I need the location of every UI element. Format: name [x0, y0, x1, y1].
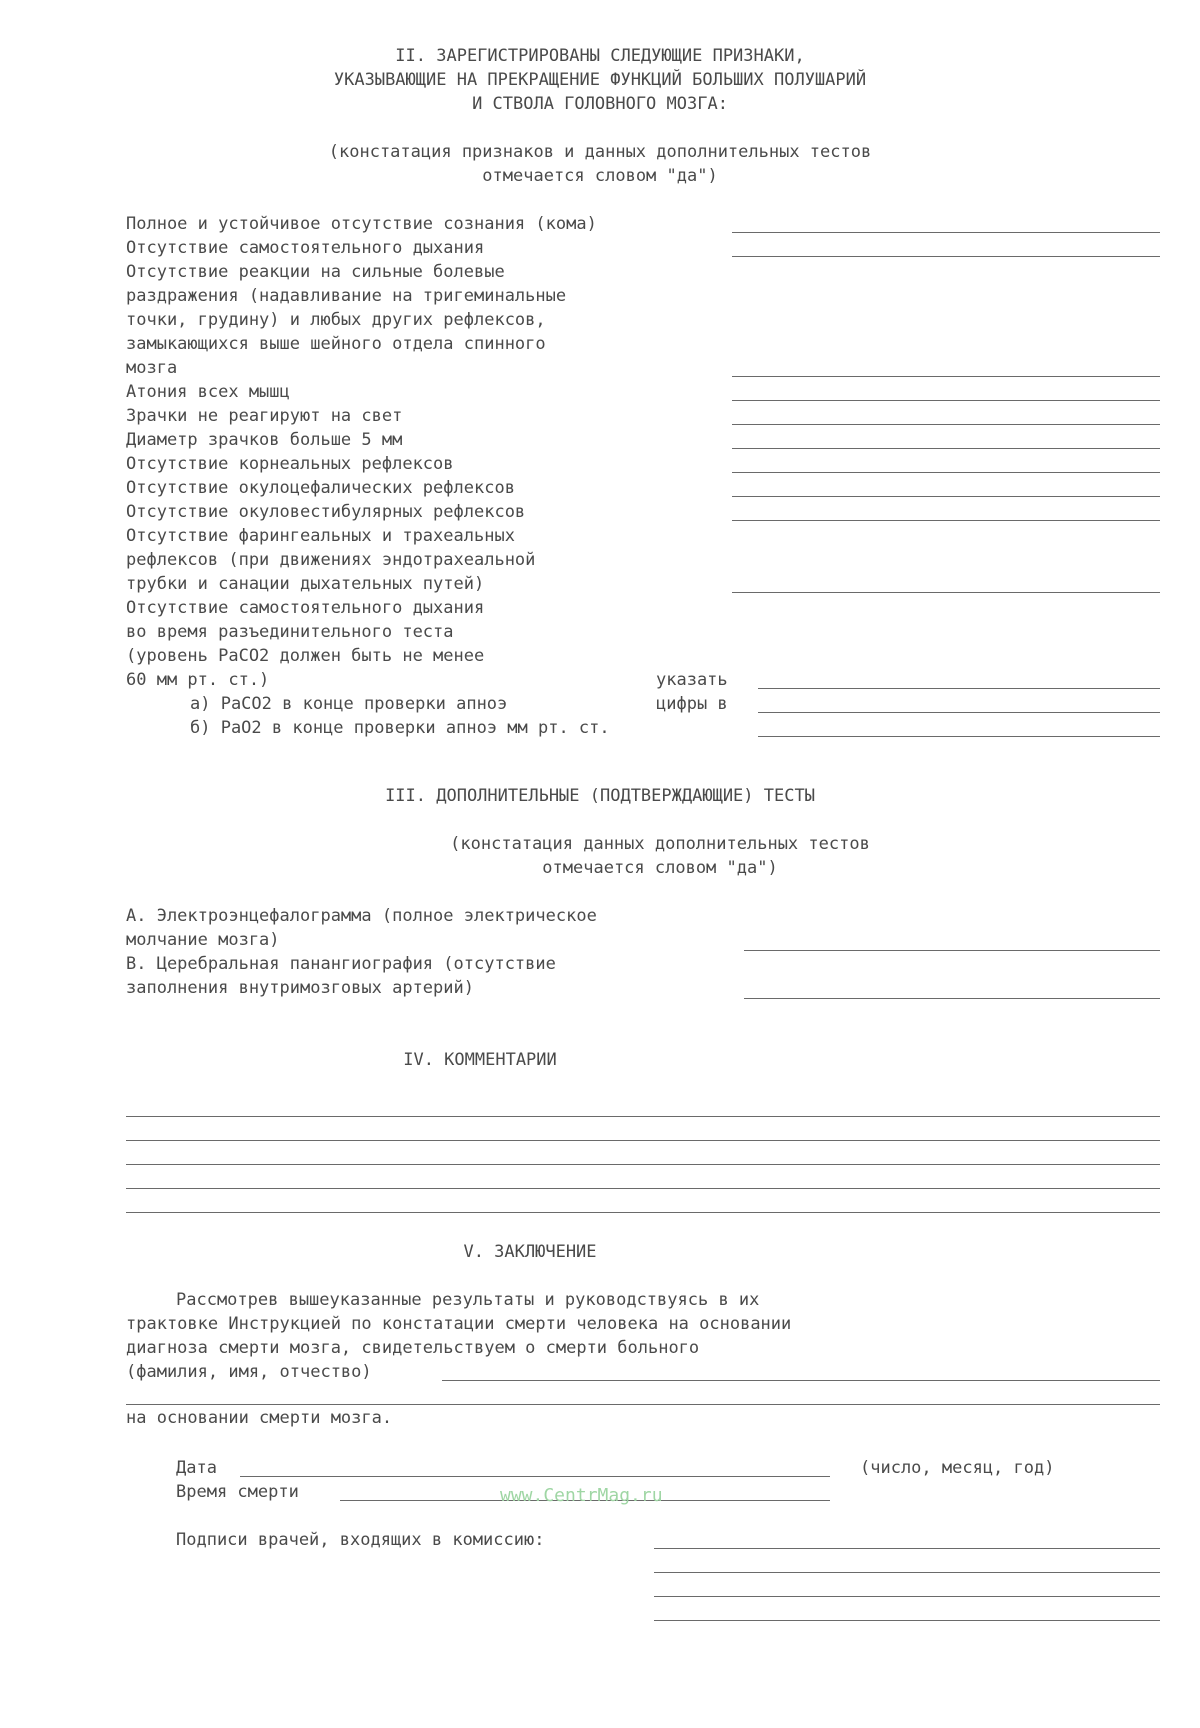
signature-line[interactable]: [654, 1548, 1160, 1549]
date-hint: (число, месяц, год): [860, 1458, 1055, 1478]
item-pharyngeal-line1: Отсутствие фарингеальных и трахеальных: [126, 526, 515, 546]
answer-line-angiography[interactable]: [744, 998, 1160, 999]
item-corneal: Отсутствие корнеальных рефлексов: [126, 454, 454, 474]
test-eeg-line2: молчание мозга): [126, 930, 280, 950]
comment-line[interactable]: [126, 1116, 1160, 1117]
watermark: www.CentrMag.ru: [500, 1485, 663, 1506]
item-pain-line2: раздражения (надавливание на тригеминальные: [126, 286, 567, 306]
answer-line-oculovestibular[interactable]: [732, 520, 1160, 521]
conclusion-line2: трактовке Инструкцией по констатации смерти человека на основании: [126, 1314, 792, 1334]
answer-line-pain[interactable]: [732, 376, 1160, 377]
answer-line-eeg[interactable]: [744, 950, 1160, 951]
section3-note-line1: (констатация данных дополнительных тестов: [450, 834, 870, 854]
item-pharyngeal-line2: рефлексов (при движениях эндотрахеальной: [126, 550, 536, 570]
signatures-label: Подписи врачей, входящих в комиссию:: [176, 1530, 545, 1550]
item-apnea-line1: Отсутствие самостоятельного дыхания: [126, 598, 485, 618]
item-oculocephalic: Отсутствие окулоцефалических рефлексов: [126, 478, 515, 498]
item-oculovestibular: Отсутствие окуловестибулярных рефлексов: [126, 502, 526, 522]
patient-name-line-2[interactable]: [126, 1404, 1160, 1405]
item-apnea-line3: (уровень PaCO2 должен быть не менее: [126, 646, 485, 666]
side-note-line2: цифры в: [656, 694, 728, 714]
patient-name-line[interactable]: [442, 1380, 1160, 1381]
answer-line-oculocephalic[interactable]: [732, 496, 1160, 497]
conclusion-line4: (фамилия, имя, отчество): [126, 1362, 372, 1382]
section2-heading-line1: II. ЗАРЕГИСТРИРОВАНЫ СЛЕДУЮЩИЕ ПРИЗНАКИ,: [395, 46, 805, 66]
answer-line-diameter[interactable]: [732, 448, 1160, 449]
item-pain-line3: точки, грудину) и любых других рефлексов,: [126, 310, 546, 330]
item-atonia: Атония всех мышц: [126, 382, 290, 402]
date-label: Дата: [176, 1458, 217, 1478]
conclusion-line1: Рассмотрев вышеуказанные результаты и руководствуясь в их: [176, 1290, 760, 1310]
answer-line-pharyngeal[interactable]: [732, 592, 1160, 593]
comment-line[interactable]: [126, 1212, 1160, 1213]
comment-line[interactable]: [126, 1188, 1160, 1189]
item-pharyngeal-line3: трубки и санации дыхательных путей): [126, 574, 485, 594]
comment-line[interactable]: [126, 1140, 1160, 1141]
section2-note-line2: отмечается словом "да"): [482, 166, 718, 186]
section3-heading: III. ДОПОЛНИТЕЛЬНЫЕ (ПОДТВЕРЖДАЮЩИЕ) ТЕСТЫ: [385, 786, 815, 806]
signature-line[interactable]: [654, 1596, 1160, 1597]
item-pain-line5: мозга: [126, 358, 178, 378]
basis-text: на основании смерти мозга.: [126, 1408, 393, 1428]
item-pupil-diameter: Диаметр зрачков больше 5 мм: [126, 430, 403, 450]
answer-line-atonia[interactable]: [732, 400, 1160, 401]
section2-note-line1: (констатация признаков и данных дополнительных тестов: [328, 142, 872, 162]
answer-line-pupils[interactable]: [732, 424, 1160, 425]
section3-note-line2: отмечается словом "да"): [542, 858, 778, 878]
answer-line-paco2[interactable]: [758, 712, 1160, 713]
comment-line[interactable]: [126, 1164, 1160, 1165]
section2-heading-line2: УКАЗЫВАЮЩИЕ НА ПРЕКРАЩЕНИЕ ФУНКЦИЙ БОЛЬШИХ ПОЛУШАРИЙ: [333, 70, 867, 90]
time-label: Время смерти: [176, 1482, 299, 1502]
answer-line-pao2[interactable]: [758, 736, 1160, 737]
side-note-line1: указать: [656, 670, 728, 690]
section4-heading: IV. КОММЕНТАРИИ: [403, 1050, 557, 1070]
item-coma: Полное и устойчивое отсутствие сознания (кома): [126, 214, 597, 234]
section5-heading: V. ЗАКЛЮЧЕНИЕ: [463, 1242, 597, 1262]
item-pain-line1: Отсутствие реакции на сильные болевые: [126, 262, 505, 282]
answer-line-breathing[interactable]: [732, 256, 1160, 257]
signature-line[interactable]: [654, 1572, 1160, 1573]
signature-line[interactable]: [654, 1620, 1160, 1621]
answer-line-corneal[interactable]: [732, 472, 1160, 473]
test-angiography-line2: заполнения внутримозговых артерий): [126, 978, 474, 998]
item-no-breathing: Отсутствие самостоятельного дыхания: [126, 238, 485, 258]
date-field-line[interactable]: [240, 1476, 830, 1477]
item-apnea-line2: во время разъединительного теста: [126, 622, 454, 642]
item-paco2: а) PaCO2 в конце проверки апноэ: [190, 694, 508, 714]
section2-heading-line3: И СТВОЛА ГОЛОВНОГО МОЗГА:: [472, 94, 728, 114]
answer-line-coma[interactable]: [732, 232, 1160, 233]
item-pao2: б) PaO2 в конце проверки апноэ мм рт. ст.: [190, 718, 610, 738]
item-pain-line4: замыкающихся выше шейного отдела спинного: [126, 334, 546, 354]
answer-line-apnea[interactable]: [758, 688, 1160, 689]
test-eeg-line1: А. Электроэнцефалограмма (полное электрическое: [126, 906, 597, 926]
test-angiography-line1: В. Церебральная панангиография (отсутствие: [126, 954, 556, 974]
item-apnea-line4: 60 мм рт. ст.): [126, 670, 270, 690]
item-pupils-light: Зрачки не реагируют на свет: [126, 406, 403, 426]
conclusion-line3: диагноза смерти мозга, свидетельствуем о смерти больного: [126, 1338, 700, 1358]
